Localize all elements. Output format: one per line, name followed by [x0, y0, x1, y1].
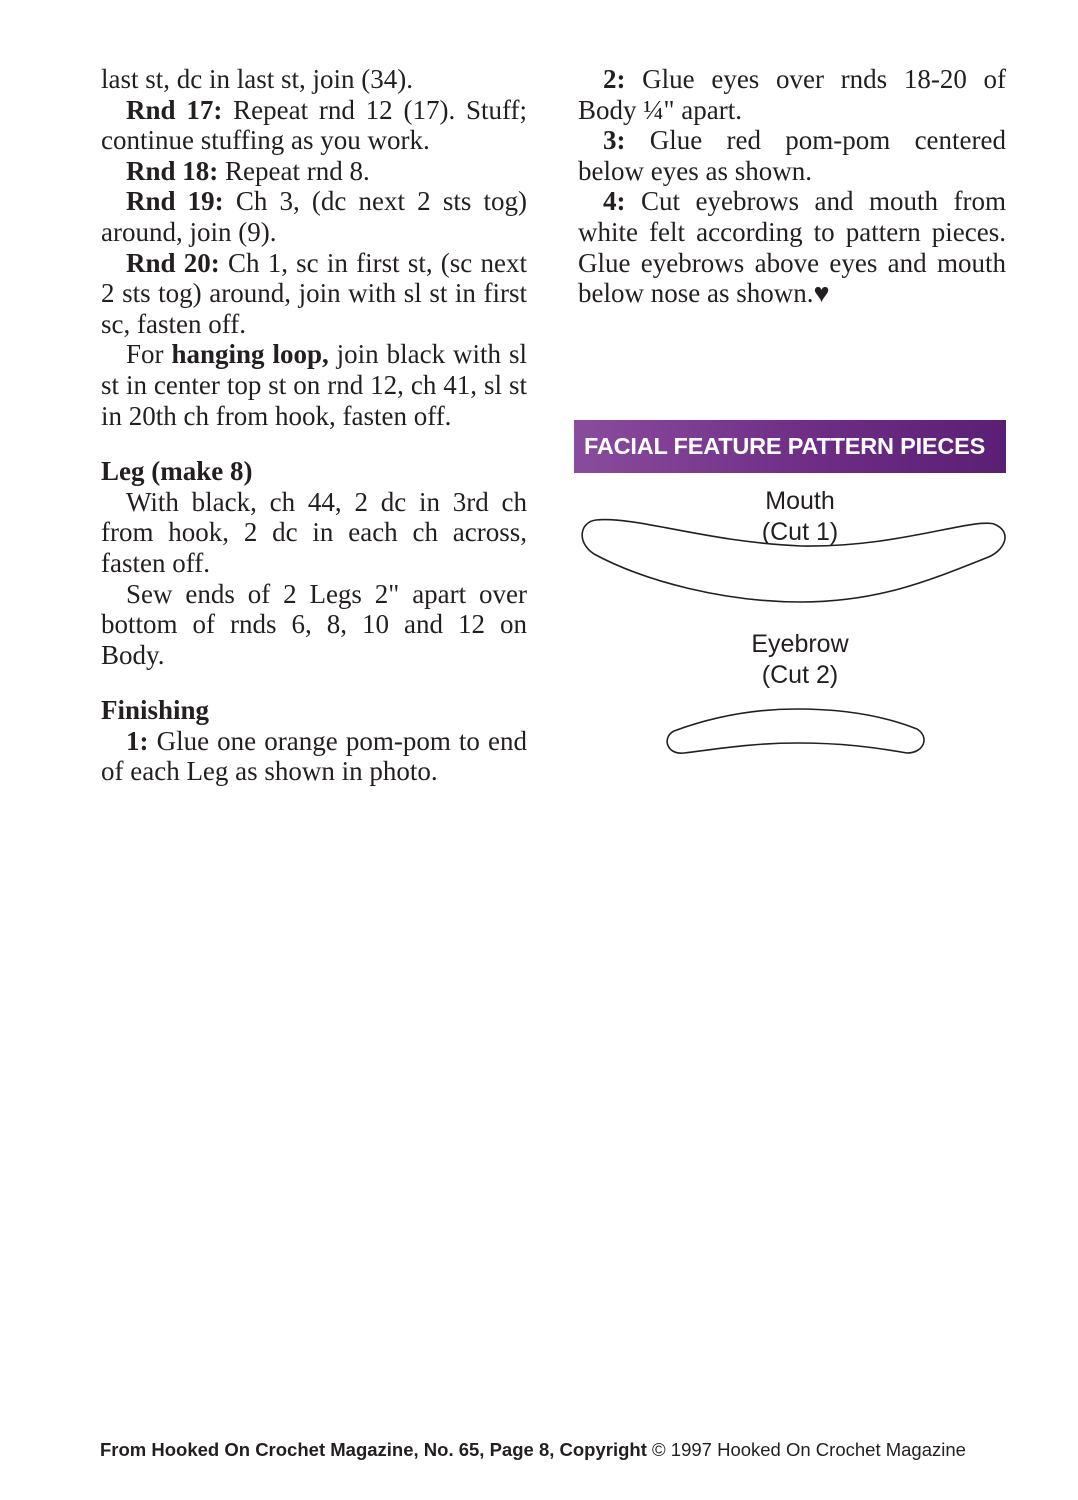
- left-column: [101, 64, 527, 787]
- finishing-heading: Finishing: [101, 695, 210, 726]
- fin1-text: Glue one orange pom-pom to end of each Leg as shown in photo.: [101, 725, 527, 787]
- paragraph-finishing-4: [578, 186, 1006, 308]
- paragraph-finishing-2: [578, 64, 1006, 125]
- pattern-pieces-banner: FACIAL FEATURE PATTERN PIECES: [574, 420, 1006, 473]
- paragraph-leg-1: With black, ch 44, 2 dc in 3rd ch from hook, 2 dc in each ch across, fasten off.: [101, 486, 527, 578]
- rnd16-end-text: last st, dc in last st, join (34).: [101, 64, 413, 94]
- paragraph-leg-2: Sew ends of 2 Legs 2" apart over bottom of rnds 6, 8, 10 and 12 on Body.: [101, 578, 527, 670]
- eyebrow-pattern-shape: [662, 705, 930, 761]
- rnd18-text: Repeat rnd 8.: [218, 155, 370, 186]
- fin3-label: 3:: [603, 125, 626, 156]
- rnd19-label: Rnd 19:: [126, 186, 224, 217]
- heart-icon: ♥: [813, 278, 830, 309]
- footer-source: From Hooked On Crochet Magazine, No. 65, Page 8, Copyright: [100, 1439, 647, 1460]
- mouth-label: Mouth: [765, 487, 835, 515]
- mouth-pattern-shape: [576, 512, 1014, 608]
- loop-text: join black with sl st in center top st on rnd 12, ch 41, sl st in 20th ch from hook, fasten off.: [101, 339, 527, 431]
- rnd17-label: Rnd 17:: [126, 94, 223, 125]
- paragraph-hanging-loop: [101, 339, 527, 431]
- paragraph-rnd16-end: [101, 64, 527, 95]
- paragraph-finishing-3: [578, 125, 1006, 186]
- footer-copyright: © 1997 Hooked On Crochet Magazine: [646, 1439, 966, 1460]
- rnd17-text: Repeat rnd 12 (17). Stuff; continue stuffing as you work.: [101, 94, 527, 156]
- fin4-label: 4:: [603, 186, 626, 217]
- eyebrow-label: Eyebrow: [751, 630, 849, 658]
- fin4-text: Cut eyebrows and mouth from white felt according to pattern pieces. Glue eyebrows above eyes and mouth below nose as shown.: [578, 186, 1006, 309]
- right-column: [578, 64, 1006, 309]
- paragraph-rnd17: [101, 95, 527, 156]
- copyright-footer: [100, 1439, 1020, 1461]
- fin2-text: Glue eyes over rnds 18-20 of Body ¼" apart.: [578, 64, 1006, 125]
- paragraph-rnd19: [101, 186, 527, 247]
- paragraph-rnd20: [101, 248, 527, 340]
- rnd20-text: Ch 1, sc in first st, (sc next 2 sts tog) around, join with sl st in first sc, fasten off.: [101, 247, 527, 339]
- paragraph-finishing-1: [101, 726, 527, 787]
- loop-pre-text: For: [126, 339, 172, 370]
- leg-heading: Leg (make 8): [101, 456, 253, 487]
- fin1-label: 1:: [126, 725, 149, 756]
- fin2-label: 2:: [603, 64, 626, 94]
- rnd18-label: Rnd 18:: [126, 155, 219, 186]
- paragraph-rnd18: [101, 156, 527, 187]
- rnd20-label: Rnd 20:: [126, 247, 220, 278]
- fin3-text: Glue red pom-pom centered below eyes as shown.: [578, 125, 1006, 186]
- loop-label: hanging loop,: [171, 339, 329, 370]
- mouth-cut-label: (Cut 1): [761, 518, 839, 546]
- eyebrow-cut-label: (Cut 2): [761, 661, 839, 689]
- rnd19-text: Ch 3, (dc next 2 sts tog) around, join (9).: [101, 186, 527, 247]
